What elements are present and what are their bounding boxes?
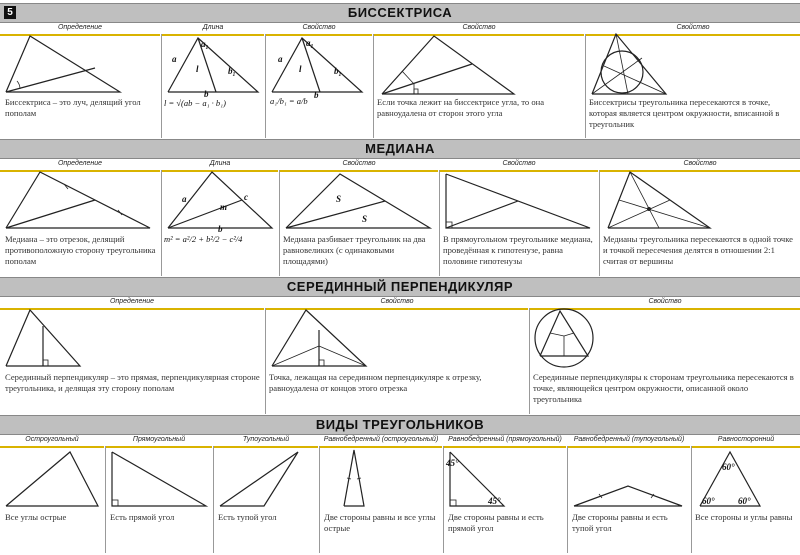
perpendicular-definition-figure bbox=[0, 308, 264, 370]
equilateral-caption: Все стороны и углы равны bbox=[695, 512, 793, 522]
page-number: 5 bbox=[4, 6, 16, 19]
bisector-header-2: Свойство bbox=[266, 22, 372, 36]
bisector-header-0: Определение bbox=[0, 22, 160, 36]
svg-text:a: a bbox=[278, 54, 283, 64]
svg-text:b: b bbox=[314, 90, 319, 100]
perpendicular-definition-caption: Серединный перпендикуляр – это прямая, перпендикулярная стороне треугольника, и делящая эту сторону пополам bbox=[5, 372, 260, 393]
svg-text:b: b bbox=[204, 89, 209, 99]
svg-text:a: a bbox=[172, 54, 177, 64]
types-header-0: Остроугольный bbox=[0, 434, 104, 448]
perpendicular-title: СЕРЕДИННЫЙ ПЕРПЕНДИКУЛЯР bbox=[286, 279, 514, 294]
types-header-6: Равносторонний bbox=[692, 434, 800, 448]
bisector-equidistant-caption: Если точка лежит на биссектрисе угла, то она равноудалена от сторон этого угла bbox=[377, 97, 545, 118]
angle-60-label: 60° bbox=[738, 496, 751, 506]
median-area-caption: Медиана разбивает треугольник на два равновеликих (с одинаковыми площадями) bbox=[283, 234, 426, 266]
median-header-1: Длина bbox=[162, 158, 278, 172]
svg-text:l: l bbox=[196, 64, 199, 74]
median-definition-caption: Медиана – это отрезок, делящий противоположную сторону треугольника пополам bbox=[5, 234, 156, 266]
isosceles-acute-figure bbox=[320, 448, 442, 510]
perpendicular-header-0: Определение bbox=[0, 296, 264, 310]
svg-text:S: S bbox=[336, 194, 342, 204]
angle-60-label: 60° bbox=[702, 496, 715, 506]
angle-45-label: 45° bbox=[488, 496, 501, 506]
median-definition-figure bbox=[0, 170, 160, 232]
obtuse-triangle-figure bbox=[214, 448, 318, 510]
isosceles-obtuse-caption: Две стороны равны и есть тупой угол bbox=[572, 512, 668, 533]
svg-text:l: l bbox=[299, 64, 302, 74]
bisector-incircle-caption: Биссектрисы треугольника пересекаются в точке, которая является центром окружности, вписанной в треугольник bbox=[589, 97, 780, 129]
svg-text:c: c bbox=[244, 192, 248, 202]
perpendicular-header-1: Свойство bbox=[266, 296, 528, 310]
median-title: МЕДИАНА bbox=[365, 141, 435, 156]
median-area-figure bbox=[280, 170, 438, 232]
bisector-ratio-formula: a₁/b₁ = a/b bbox=[270, 96, 308, 106]
svg-text:b₁: b₁ bbox=[334, 66, 342, 76]
bisector-title: БИССЕКТРИСА bbox=[347, 5, 453, 20]
acute-triangle-figure bbox=[0, 448, 104, 510]
svg-text:a₁: a₁ bbox=[306, 38, 314, 48]
median-header-3: Свойство bbox=[440, 158, 598, 172]
right-triangle-figure bbox=[106, 448, 212, 510]
median-right-caption: В прямоугольном треугольнике медиана, проведённая к гипотенузе, равна половине гипотенузы bbox=[443, 234, 593, 266]
isosceles-obtuse-figure bbox=[568, 448, 690, 510]
bisector-length-formula: l = √(ab − a₁ · b₁) bbox=[164, 98, 226, 108]
bisector-length-figure bbox=[162, 34, 264, 98]
types-header-1: Прямоугольный bbox=[106, 434, 212, 448]
perpendicular-banner bbox=[0, 277, 800, 297]
types-header-5: Равнобедренный (тупоугольный) bbox=[568, 434, 690, 448]
angle-60-label: 60° bbox=[722, 462, 735, 472]
bisector-header-row bbox=[0, 22, 800, 34]
perpendicular-property-caption: Точка, лежащая на серединном перпендикуляре к отрезку, равноудалена от концов этого отрезка bbox=[269, 372, 482, 393]
svg-text:b₁: b₁ bbox=[228, 66, 236, 76]
bisector-definition-figure bbox=[0, 34, 160, 98]
types-header-4: Равнобедренный (прямоугольный) bbox=[444, 434, 566, 448]
median-header-0: Определение bbox=[0, 158, 160, 172]
median-right-figure bbox=[440, 170, 598, 232]
median-header-row bbox=[0, 158, 800, 170]
median-header-2: Свойство bbox=[280, 158, 438, 172]
svg-text:m: m bbox=[220, 202, 228, 212]
isosceles-acute-caption: Две стороны равны и все углы острые bbox=[324, 512, 436, 533]
bisector-incircle-figure bbox=[586, 34, 800, 98]
types-header-row bbox=[0, 434, 800, 446]
types-header-2: Тупоугольный bbox=[214, 434, 318, 448]
svg-text:a: a bbox=[182, 194, 187, 204]
median-banner bbox=[0, 139, 800, 159]
bisector-equidistant-figure bbox=[374, 34, 584, 98]
bisector-header-1: Длина bbox=[162, 22, 264, 36]
svg-text:b: b bbox=[218, 224, 223, 234]
isosceles-right-figure bbox=[444, 448, 566, 510]
types-header-3: Равнобедренный (остроугольный) bbox=[320, 434, 442, 448]
perpendicular-header-2: Свойство bbox=[530, 296, 800, 310]
angle-45-label: 45° bbox=[446, 458, 459, 468]
svg-text:S: S bbox=[362, 214, 368, 224]
median-length-formula: m² = a²/2 + b²/2 − c²/4 bbox=[164, 234, 243, 244]
perpendicular-header-row bbox=[0, 296, 800, 308]
types-banner bbox=[0, 415, 800, 435]
isosceles-right-caption: Две стороны равны и есть прямой угол bbox=[448, 512, 544, 533]
right-caption: Есть прямой угол bbox=[110, 512, 175, 522]
median-centroid-figure bbox=[600, 170, 800, 232]
bisector-header-3: Свойство bbox=[374, 22, 584, 36]
median-centroid-caption: Медианы треугольника пересекаются в одной точке и точкой пересечения делятся в отношении 2:1 считая от вершины bbox=[603, 234, 793, 266]
bisector-banner bbox=[0, 3, 800, 23]
median-header-4: Свойство bbox=[600, 158, 800, 172]
bisector-ratio-figure bbox=[266, 34, 372, 98]
bisector-header-4: Свойство bbox=[586, 22, 800, 36]
equilateral-figure bbox=[692, 448, 800, 510]
obtuse-caption: Есть тупой угол bbox=[218, 512, 277, 522]
types-title: ВИДЫ ТРЕУГОЛЬНИКОВ bbox=[315, 417, 485, 432]
circumcircle-caption: Серединные перпендикуляры к сторонам треугольника пересекаются в точке, являющейся центром окружности, описанной около треугольника bbox=[533, 372, 794, 404]
svg-text:a₁: a₁ bbox=[201, 39, 209, 49]
circumcircle-figure bbox=[530, 308, 800, 370]
bisector-definition-caption: Биссектриса – это луч, делящий угол пополам bbox=[5, 97, 141, 118]
acute-caption: Все углы острые bbox=[5, 512, 67, 522]
perpendicular-property-figure bbox=[266, 308, 528, 370]
median-length-figure bbox=[162, 170, 278, 232]
